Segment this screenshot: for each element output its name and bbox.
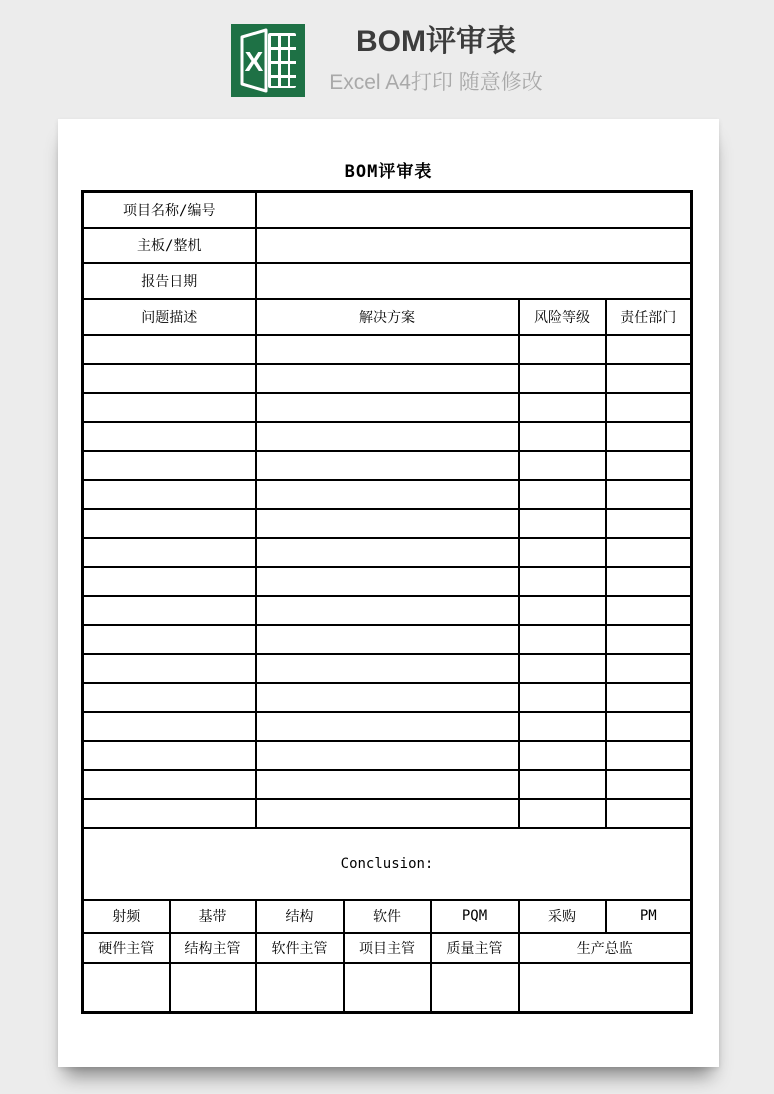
empty-issue-row [83, 770, 692, 799]
empty-risk-cell [519, 335, 606, 364]
empty-solution-cell [256, 625, 519, 654]
sig-header-rf: 射频 [83, 900, 170, 933]
empty-risk-cell [519, 770, 606, 799]
empty-issue-row [83, 451, 692, 480]
empty-department-cell [606, 683, 692, 712]
info-row-mainboard [83, 228, 692, 263]
production-director-label: 生产总监 [519, 933, 692, 963]
empty-problem-cell [83, 770, 256, 799]
empty-risk-cell [519, 393, 606, 422]
empty-issue-row [83, 799, 692, 828]
empty-risk-cell [519, 451, 606, 480]
empty-risk-cell [519, 712, 606, 741]
empty-problem-cell [83, 654, 256, 683]
empty-problem-cell [83, 625, 256, 654]
empty-issue-row [83, 567, 692, 596]
empty-solution-cell [256, 770, 519, 799]
signature-cell [431, 963, 519, 1013]
empty-risk-cell [519, 625, 606, 654]
column-header-solution: 解决方案 [256, 299, 519, 335]
empty-risk-cell [519, 741, 606, 770]
signature-cell [170, 963, 256, 1013]
conclusion-cell [83, 828, 692, 900]
empty-problem-cell [83, 335, 256, 364]
empty-department-cell [606, 625, 692, 654]
empty-problem-cell [83, 364, 256, 393]
empty-department-cell [606, 393, 692, 422]
site-header [0, 24, 774, 97]
empty-department-cell [606, 335, 692, 364]
report-date-label: 报告日期 [83, 263, 256, 299]
empty-department-cell [606, 654, 692, 683]
empty-risk-cell [519, 509, 606, 538]
empty-issue-row [83, 596, 692, 625]
report-date-value-cell [256, 263, 692, 299]
manager-row [83, 933, 692, 963]
empty-issue-row [83, 538, 692, 567]
excel-logo-icon [231, 24, 305, 97]
empty-issue-row [83, 509, 692, 538]
empty-issue-row [83, 741, 692, 770]
empty-risk-cell [519, 364, 606, 393]
empty-department-cell [606, 712, 692, 741]
empty-solution-cell [256, 480, 519, 509]
empty-problem-cell [83, 480, 256, 509]
empty-department-cell [606, 770, 692, 799]
sig-header-structure: 结构 [256, 900, 344, 933]
signature-header-row [83, 900, 692, 933]
empty-solution-cell [256, 451, 519, 480]
sig-header-pm: PM [606, 900, 692, 933]
empty-solution-cell [256, 654, 519, 683]
project-name-value-cell [256, 192, 692, 228]
issue-table-header-row [83, 299, 692, 335]
empty-problem-cell [83, 451, 256, 480]
mainboard-label: 主板/整机 [83, 228, 256, 263]
hardware-manager-label: 硬件主管 [83, 933, 170, 963]
empty-issue-row [83, 654, 692, 683]
empty-risk-cell [519, 480, 606, 509]
info-row-report-date [83, 263, 692, 299]
empty-risk-cell [519, 683, 606, 712]
empty-department-cell [606, 480, 692, 509]
document-paper [58, 119, 719, 1067]
empty-problem-cell [83, 741, 256, 770]
empty-problem-cell [83, 567, 256, 596]
empty-department-cell [606, 596, 692, 625]
column-header-problem: 问题描述 [83, 299, 256, 335]
conclusion-label: Conclusion: [340, 855, 434, 872]
project-manager-label: 项目主管 [344, 933, 431, 963]
empty-solution-cell [256, 683, 519, 712]
empty-problem-cell [83, 509, 256, 538]
empty-risk-cell [519, 567, 606, 596]
page-title: BOM评审表 [356, 24, 516, 58]
empty-problem-cell [83, 422, 256, 451]
software-manager-label: 软件主管 [256, 933, 344, 963]
page-subtitle: Excel A4打印 随意修改 [329, 71, 543, 95]
empty-issue-row [83, 480, 692, 509]
empty-problem-cell [83, 799, 256, 828]
document-title: BOM评审表 [344, 162, 433, 182]
empty-risk-cell [519, 422, 606, 451]
empty-problem-cell [83, 393, 256, 422]
project-name-label: 项目名称/编号 [83, 192, 256, 228]
mainboard-value-cell [256, 228, 692, 263]
structure-manager-label: 结构主管 [170, 933, 256, 963]
sig-header-pqm: PQM [431, 900, 519, 933]
empty-problem-cell [83, 683, 256, 712]
empty-issue-row [83, 712, 692, 741]
sig-header-purchasing: 采购 [519, 900, 606, 933]
empty-department-cell [606, 567, 692, 596]
empty-risk-cell [519, 799, 606, 828]
empty-issue-row [83, 335, 692, 364]
empty-solution-cell [256, 567, 519, 596]
empty-solution-cell [256, 712, 519, 741]
signature-cell [519, 963, 692, 1013]
empty-department-cell [606, 741, 692, 770]
signature-cell [83, 963, 170, 1013]
empty-problem-cell [83, 712, 256, 741]
empty-solution-cell [256, 364, 519, 393]
empty-issue-row [83, 683, 692, 712]
empty-issue-row [83, 422, 692, 451]
empty-solution-cell [256, 538, 519, 567]
signature-cell [344, 963, 431, 1013]
empty-issue-row [83, 625, 692, 654]
signature-blank-row [83, 963, 692, 1013]
empty-solution-cell [256, 422, 519, 451]
empty-risk-cell [519, 596, 606, 625]
header-text-block [329, 25, 543, 97]
empty-solution-cell [256, 335, 519, 364]
empty-solution-cell [256, 799, 519, 828]
empty-solution-cell [256, 509, 519, 538]
empty-department-cell [606, 451, 692, 480]
empty-solution-cell [256, 741, 519, 770]
empty-solution-cell [256, 596, 519, 625]
empty-solution-cell [256, 393, 519, 422]
bom-review-table [81, 190, 693, 1014]
info-row-project [83, 192, 692, 228]
svg-text:X: X [244, 46, 264, 77]
sig-header-baseband: 基带 [170, 900, 256, 933]
empty-department-cell [606, 509, 692, 538]
empty-department-cell [606, 422, 692, 451]
empty-department-cell [606, 538, 692, 567]
empty-risk-cell [519, 538, 606, 567]
empty-issue-row [83, 393, 692, 422]
empty-risk-cell [519, 654, 606, 683]
conclusion-row [83, 828, 692, 900]
empty-department-cell [606, 799, 692, 828]
column-header-risk: 风险等级 [519, 299, 606, 335]
empty-data-rows [83, 335, 692, 828]
column-header-department: 责任部门 [606, 299, 692, 335]
quality-manager-label: 质量主管 [431, 933, 519, 963]
signature-cell [256, 963, 344, 1013]
empty-problem-cell [83, 538, 256, 567]
empty-problem-cell [83, 596, 256, 625]
empty-department-cell [606, 364, 692, 393]
empty-issue-row [83, 364, 692, 393]
sig-header-software: 软件 [344, 900, 431, 933]
